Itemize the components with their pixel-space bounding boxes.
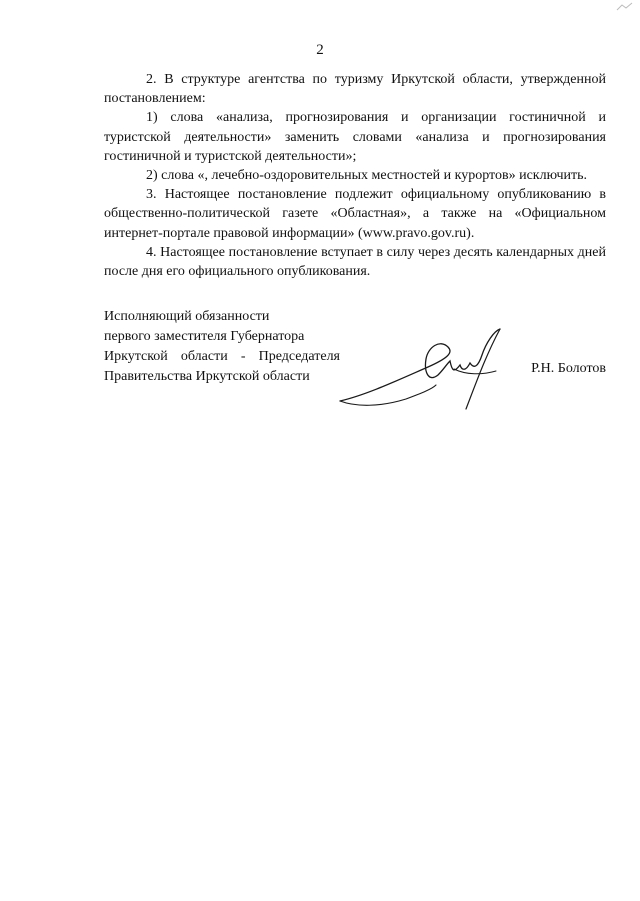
signatory-title (104, 307, 344, 387)
handwritten-signature (336, 325, 506, 413)
paragraph-item-1: 1) слова «анализа, прогнозирования и организации гостиничной и туристской деятельности» заменить словами «анализа и прогнозирования гостиничной и туристской деятельности»; (104, 110, 606, 164)
paragraph-publication: 3. Настоящее постановление подлежит официальному опубликованию в общественно-политической газете «Областная», а также на «Официальном интернет-портале правовой информации» (www.pravo.gov.ru). (104, 187, 606, 241)
paragraph-amendment-intro: 2. В структуре агентства по туризму Иркутской области, утвержденной постановлением: (104, 72, 606, 107)
signatory-title-line: Правительства Иркутской области (104, 369, 310, 384)
paragraph-item-2: 2) слова «, лечебно-оздоровительных местностей и курортов» исключить. (146, 168, 588, 184)
signature-block (104, 307, 606, 417)
paragraph-effective-date: 4. Настоящее постановление вступает в силу через десять календарных дней после дня его официального опубликования. (104, 244, 606, 280)
signatory-title-line: Иркутской области - Председателя (104, 349, 340, 364)
scan-corner-mark (616, 2, 634, 12)
page-number: 2 (316, 42, 324, 58)
document-body (104, 70, 606, 281)
signatory-title-line: первого заместителя Губернатора (104, 329, 305, 344)
signatory-title-line: Исполняющий обязанности (104, 309, 270, 324)
signatory-name: Р.Н. Болотов (531, 361, 606, 376)
